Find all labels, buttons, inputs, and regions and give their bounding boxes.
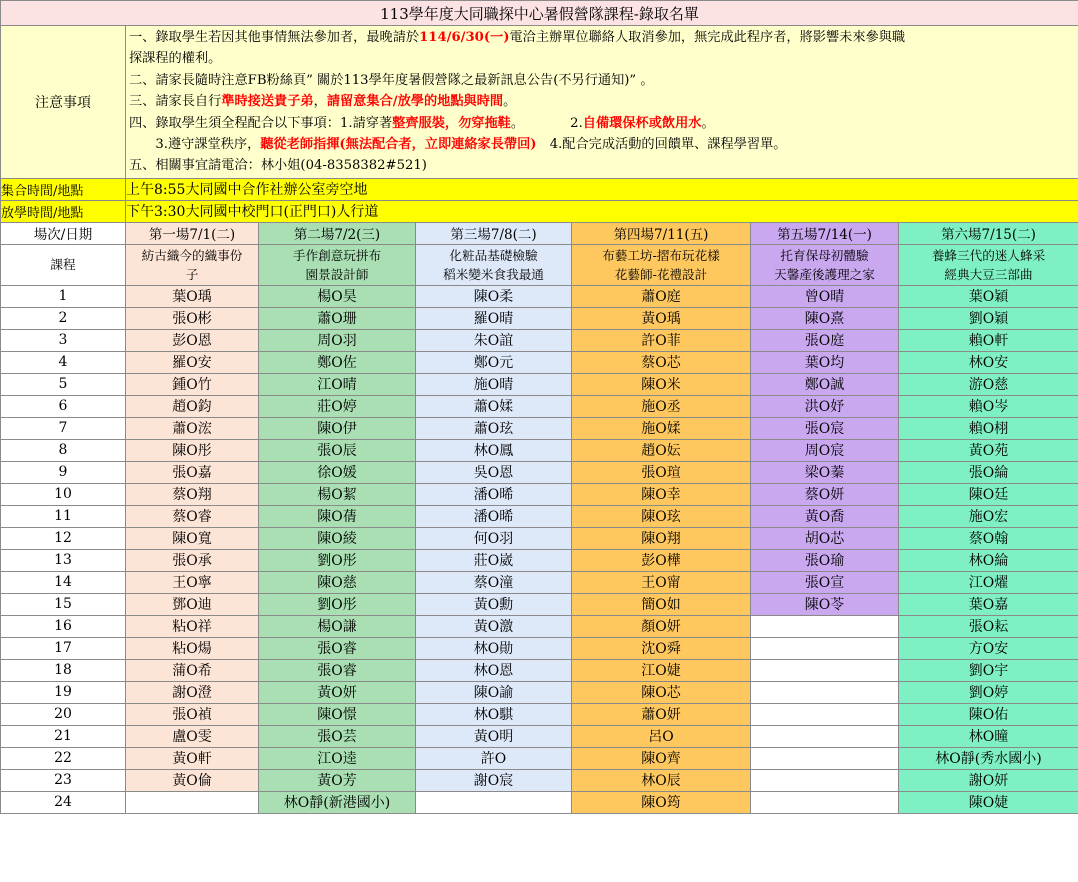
student-cell-session-6[interactable]: 施O宏 [899,505,1078,527]
student-cell-session-6[interactable]: 葉O穎 [899,285,1078,307]
note-text: 。 [503,94,517,110]
student-cell-session-6[interactable]: 游O慈 [899,373,1078,395]
student-cell-session-1[interactable]: 鄧O迪 [126,593,259,615]
note-text: 三、請家長自行 [129,94,222,110]
student-cell-session-2[interactable]: 張O辰 [259,439,416,461]
student-cell-session-4[interactable]: 陳O幸 [572,483,751,505]
student-cell-session-5[interactable]: 陳O苓 [751,593,899,615]
student-cell-session-6[interactable]: 謝O妍 [899,769,1078,791]
student-cell-session-4[interactable]: 林O辰 [572,769,751,791]
session-4-header[interactable]: 第四場7/11(五) [572,222,751,244]
student-cell-session-4[interactable]: 蕭O妍 [572,703,751,725]
note-text: 3.遵守課堂秩序， [129,136,261,152]
session-5-header[interactable]: 第五場7/14(一) [751,222,899,244]
note-text: 電洽主辦單位聯絡人取消參加，無完成此程序者，將影響未來參與職 [509,30,906,45]
table-row [1,439,1078,461]
session-2-course[interactable] [259,244,416,285]
course-line: 托育保母初體驗 [780,247,869,263]
table-row [1,285,1078,307]
student-cell-session-2[interactable]: 陳O伊 [259,417,416,439]
student-cell-session-5[interactable]: 蔡O妍 [751,483,899,505]
student-cell-session-6[interactable]: 張O耘 [899,615,1078,637]
student-cell-session-3[interactable]: 蕭O媃 [416,395,572,417]
student-cell-session-1[interactable]: 陳O寬 [126,527,259,549]
student-cell-session-4[interactable]: 陳O米 [572,373,751,395]
session-6-course[interactable] [899,244,1078,285]
student-cell-session-1[interactable]: 蕭O浤 [126,417,259,439]
note-text: 。 2. [510,115,583,131]
row-number-cell[interactable]: 4 [1,351,126,373]
row-number-cell[interactable]: 10 [1,483,126,505]
row-number-cell[interactable]: 18 [1,659,126,681]
student-cell-session-1[interactable]: 王O寧 [126,571,259,593]
student-cell-session-2[interactable]: 蕭O珊 [259,307,416,329]
dismiss-value[interactable]: 下午3:30大同國中校門口(正門口)人行道 [126,200,1078,222]
gather-row [1,178,1078,200]
note-text: ， [313,94,327,110]
student-cell-session-1[interactable]: 張O禎 [126,703,259,725]
table-row [1,417,1078,439]
student-cell-session-5[interactable] [751,747,899,769]
student-cell-session-1[interactable]: 陳O彤 [126,439,259,461]
student-cell-session-3[interactable]: 施O晴 [416,373,572,395]
student-cell-session-2[interactable]: 張O芸 [259,725,416,747]
table-row [1,659,1078,681]
table-row [1,637,1078,659]
table-row [1,791,1078,813]
student-cell-session-4[interactable]: 沈O舜 [572,637,751,659]
table-row [1,307,1078,329]
student-cell-session-1[interactable]: 彭O恩 [126,329,259,351]
note-line-1 [129,27,1075,48]
student-cell-session-4[interactable]: 趙O妘 [572,439,751,461]
student-cell-session-1[interactable]: 盧O雯 [126,725,259,747]
course-line: 化粧品基礎檢驗 [449,247,538,263]
row-number-cell[interactable]: 15 [1,593,126,615]
row-number-cell[interactable]: 19 [1,681,126,703]
student-cell-session-6[interactable]: 蔡O翰 [899,527,1078,549]
student-cell-session-4[interactable]: 江O婕 [572,659,751,681]
row-number-cell[interactable]: 23 [1,769,126,791]
student-cell-session-2[interactable]: 張O睿 [259,659,416,681]
student-cell-session-6[interactable]: 葉O嘉 [899,593,1078,615]
student-cell-session-4[interactable]: 顏O妍 [572,615,751,637]
session-2-header[interactable]: 第二場7/2(三) [259,222,416,244]
note-emphasis: 整齊服裝，勿穿拖鞋 [392,115,511,131]
row-number-cell[interactable]: 17 [1,637,126,659]
title-row [1,1,1078,26]
student-cell-session-4[interactable]: 陳O玹 [572,505,751,527]
note-text: 一、錄取學生若因其他事情無法參加者，最晚請於 [129,30,420,45]
student-cell-session-4[interactable]: 張O瑄 [572,461,751,483]
student-cell-session-1[interactable]: 蔡O翔 [126,483,259,505]
student-cell-session-6[interactable]: 方O安 [899,637,1078,659]
row-number-cell[interactable]: 13 [1,549,126,571]
sheet-title[interactable]: 113學年度大同職探中心暑假營隊課程-錄取名單 [1,1,1078,26]
student-cell-session-1[interactable]: 羅O安 [126,351,259,373]
student-cell-session-4[interactable]: 施O媃 [572,417,751,439]
student-cell-session-3[interactable] [416,791,572,813]
student-cell-session-5[interactable]: 張O宸 [751,417,899,439]
row-number-cell[interactable]: 24 [1,791,126,813]
student-cell-session-2[interactable]: 江O逵 [259,747,416,769]
student-cell-session-5[interactable]: 張O宣 [751,571,899,593]
student-cell-session-3[interactable]: 謝O宸 [416,769,572,791]
note-line-7: 五、相關事宜請電洽：林小姐(04-8358382#521) [129,158,427,174]
student-cell-session-5[interactable]: 周O宸 [751,439,899,461]
student-cell-session-6[interactable]: 黃O苑 [899,439,1078,461]
student-cell-session-2[interactable]: 陳O蒨 [259,505,416,527]
student-cell-session-2[interactable]: 陳O憬 [259,703,416,725]
row-number-cell[interactable]: 9 [1,461,126,483]
table-row [1,329,1078,351]
student-cell-session-5[interactable] [751,791,899,813]
table-row [1,395,1078,417]
gather-value[interactable]: 上午8:55大同國中合作社辦公室旁空地 [126,178,1078,200]
row-number-cell[interactable]: 3 [1,329,126,351]
student-cell-session-4[interactable]: 陳O齊 [572,747,751,769]
student-cell-session-6[interactable]: 陳O婕 [899,791,1078,813]
gather-label[interactable]: 集合時間/地點 [1,178,126,200]
student-cell-session-6[interactable]: 劉O婷 [899,681,1078,703]
note-text: 4.配合完成活動的回饋單、課程學習單。 [536,136,787,152]
student-cell-session-2[interactable]: 楊O絜 [259,483,416,505]
student-cell-session-4[interactable]: 許O菲 [572,329,751,351]
table-row [1,461,1078,483]
student-cell-session-2[interactable]: 周O羽 [259,329,416,351]
student-cell-session-4[interactable]: 彭O樺 [572,549,751,571]
row-number-cell[interactable]: 8 [1,439,126,461]
student-cell-session-4[interactable]: 陳O芯 [572,681,751,703]
note-deadline: 114/6/30(一) [419,30,510,45]
student-cell-session-4[interactable]: 陳O翔 [572,527,751,549]
row-number-cell[interactable]: 11 [1,505,126,527]
student-cell-session-6[interactable]: 林O曈 [899,725,1078,747]
table-row [1,769,1078,791]
student-cell-session-4[interactable]: 簡O如 [572,593,751,615]
student-cell-session-2[interactable]: 張O睿 [259,637,416,659]
student-cell-session-6[interactable]: 林O安 [899,351,1078,373]
student-cell-session-4[interactable]: 蕭O庭 [572,285,751,307]
student-cell-session-2[interactable]: 楊O謙 [259,615,416,637]
table-row [1,571,1078,593]
student-cell-session-5[interactable]: 洪O妤 [751,395,899,417]
student-cell-session-2[interactable]: 劉O彤 [259,549,416,571]
student-cell-session-6[interactable]: 賴O岑 [899,395,1078,417]
student-cell-session-5[interactable] [751,615,899,637]
row-number-cell[interactable]: 6 [1,395,126,417]
student-cell-session-5[interactable] [751,769,899,791]
dismiss-row [1,200,1078,222]
table-row [1,615,1078,637]
student-cell-session-1[interactable]: 黃O倫 [126,769,259,791]
student-cell-session-3[interactable]: 林O恩 [416,659,572,681]
student-cell-session-2[interactable]: 江O晴 [259,373,416,395]
student-cell-session-3[interactable]: 林O騏 [416,703,572,725]
student-cell-session-1[interactable]: 蒲O希 [126,659,259,681]
student-cell-session-5[interactable]: 陳O熹 [751,307,899,329]
student-cell-session-6[interactable]: 劉O穎 [899,307,1078,329]
student-cell-session-6[interactable]: 陳O廷 [899,483,1078,505]
student-cell-session-1[interactable]: 謝O澄 [126,681,259,703]
student-cell-session-3[interactable]: 莊O崴 [416,549,572,571]
row-number-cell[interactable]: 7 [1,417,126,439]
note-line-2: 探課程的權利。 [129,51,222,67]
note-text: 。 [701,115,715,131]
student-cell-session-1[interactable]: 粘O煬 [126,637,259,659]
row-number-cell[interactable]: 2 [1,307,126,329]
student-cell-session-3[interactable]: 羅O晴 [416,307,572,329]
student-cell-session-3[interactable]: 鄭O元 [416,351,572,373]
row-number-cell[interactable]: 12 [1,527,126,549]
table-row [1,483,1078,505]
student-cell-session-1[interactable]: 蔡O睿 [126,505,259,527]
student-cell-session-2[interactable]: 黃O芳 [259,769,416,791]
student-cell-session-3[interactable]: 許O [416,747,572,769]
course-name-row [1,244,1078,285]
notes-row [1,26,1078,179]
row-number-cell[interactable]: 22 [1,747,126,769]
student-cell-session-3[interactable]: 蔡O潼 [416,571,572,593]
student-cell-session-1[interactable]: 葉O瑀 [126,285,259,307]
student-cell-session-4[interactable]: 蔡O芯 [572,351,751,373]
student-cell-session-2[interactable]: 黃O妍 [259,681,416,703]
student-cell-session-3[interactable]: 黃O明 [416,725,572,747]
session-4-course[interactable] [572,244,751,285]
student-cell-session-1[interactable]: 張O承 [126,549,259,571]
student-cell-session-5[interactable]: 鄭O誠 [751,373,899,395]
course-line: 布藝工坊-摺布玩花樣 [602,247,720,263]
student-cell-session-5[interactable]: 黃O喬 [751,505,899,527]
student-cell-session-2[interactable]: 陳O慈 [259,571,416,593]
course-label[interactable]: 課程 [1,244,126,285]
student-cell-session-5[interactable]: 曾O晴 [751,285,899,307]
student-cell-session-5[interactable] [751,725,899,747]
student-cell-session-5[interactable] [751,681,899,703]
course-line: 養蜂三代的迷人蜂采 [931,247,1046,263]
student-cell-session-3[interactable]: 吳O恩 [416,461,572,483]
student-cell-session-3[interactable]: 林O鳳 [416,439,572,461]
student-cell-session-2[interactable]: 楊O昊 [259,285,416,307]
course-line: 花藝師-花禮設計 [614,266,708,282]
student-cell-session-5[interactable]: 張O庭 [751,329,899,351]
student-cell-session-1[interactable]: 趙O鈞 [126,395,259,417]
notes-body[interactable] [126,26,1078,179]
student-cell-session-4[interactable]: 黃O瑀 [572,307,751,329]
note-emphasis: 請留意集合/放學的地點與時間 [326,94,504,110]
table-row [1,527,1078,549]
student-cell-session-3[interactable]: 陳O柔 [416,285,572,307]
student-cell-session-3[interactable]: 陳O諭 [416,681,572,703]
student-cell-session-4[interactable]: 呂O [572,725,751,747]
table-row [1,351,1078,373]
student-cell-session-3[interactable]: 林O勛 [416,637,572,659]
session-1-course[interactable] [126,244,259,285]
student-cell-session-4[interactable]: 王O甯 [572,571,751,593]
course-line: 子 [185,266,199,282]
student-cell-session-5[interactable]: 葉O均 [751,351,899,373]
student-cell-session-6[interactable]: 劉O宇 [899,659,1078,681]
table-row [1,593,1078,615]
course-line: 稻米變米食我最通 [443,266,544,282]
student-cell-session-2[interactable]: 鄭O佐 [259,351,416,373]
course-line: 紡古織今的織事份 [141,247,243,263]
row-number-cell[interactable]: 5 [1,373,126,395]
table-row [1,747,1078,769]
session-header-row [1,222,1078,244]
student-cell-session-3[interactable]: 朱O誼 [416,329,572,351]
student-cell-session-5[interactable] [751,703,899,725]
student-cell-session-1[interactable]: 黃O軒 [126,747,259,769]
student-cell-session-6[interactable]: 張O綸 [899,461,1078,483]
student-cell-session-2[interactable]: 劉O彤 [259,593,416,615]
student-cell-session-4[interactable]: 陳O筠 [572,791,751,813]
note-emphasis: 聽從老師指揮(無法配合者，立即連絡家長帶回) [260,136,537,152]
note-text: 四、錄取學生須全程配合以下事項：1.請穿著 [129,115,393,131]
student-cell-session-6[interactable]: 賴O軒 [899,329,1078,351]
student-cell-session-6[interactable]: 林O綸 [899,549,1078,571]
student-cell-session-5[interactable]: 梁O蓁 [751,461,899,483]
table-row [1,703,1078,725]
table-row [1,725,1078,747]
table-row [1,373,1078,395]
note-line-6 [129,134,1075,155]
student-cell-session-6[interactable]: 江O燿 [899,571,1078,593]
student-cell-session-2[interactable]: 陳O綾 [259,527,416,549]
student-cell-session-6[interactable]: 陳O佑 [899,703,1078,725]
notes-label[interactable]: 注意事項 [1,26,126,179]
note-emphasis: 準時接送貴子弟 [221,94,314,110]
course-line: 手作創意玩拼布 [292,247,382,263]
session-3-header[interactable]: 第三場7/8(二) [416,222,572,244]
table-row [1,549,1078,571]
row-number-cell[interactable]: 14 [1,571,126,593]
student-cell-session-6[interactable]: 賴O栩 [899,417,1078,439]
course-line: 園景設計師 [305,266,369,282]
student-cell-session-5[interactable] [751,637,899,659]
row-number-cell[interactable]: 16 [1,615,126,637]
student-cell-session-6[interactable]: 林O靜(秀水國小) [899,747,1078,769]
student-cell-session-4[interactable]: 施O丞 [572,395,751,417]
session-3-course[interactable] [416,244,572,285]
student-cell-session-2[interactable]: 徐O媛 [259,461,416,483]
student-cell-session-2[interactable]: 林O靜(新港國小) [259,791,416,813]
student-cell-session-3[interactable]: 蕭O玹 [416,417,572,439]
student-cell-session-3[interactable]: 何O羽 [416,527,572,549]
student-cell-session-1[interactable]: 粘O祥 [126,615,259,637]
table-row [1,505,1078,527]
student-cell-session-3[interactable]: 黃O激 [416,615,572,637]
row-number-cell[interactable]: 20 [1,703,126,725]
student-cell-session-5[interactable]: 張O瑜 [751,549,899,571]
session-1-header[interactable]: 第一場7/1(二) [126,222,259,244]
session-5-course[interactable] [751,244,899,285]
student-cell-session-3[interactable]: 潘O晞 [416,483,572,505]
note-line-3: 二、請家長隨時注意FB粉絲頁” 關於113學年度暑假營隊之最新訊息公告(不另行通知)” 。 [129,72,654,88]
student-cell-session-1[interactable] [126,791,259,813]
row-number-cell[interactable]: 21 [1,725,126,747]
note-emphasis: 自備環保杯或飲用水 [582,115,702,131]
session-6-header[interactable]: 第六場7/15(二) [899,222,1078,244]
note-line-4 [129,91,1075,112]
table-row [1,681,1078,703]
student-cell-session-2[interactable]: 莊O婷 [259,395,416,417]
note-line-5 [129,113,1075,134]
row-number-cell[interactable]: 1 [1,285,126,307]
student-cell-session-5[interactable]: 胡O芯 [751,527,899,549]
course-line: 經典大豆三部曲 [944,266,1033,282]
dismiss-label[interactable]: 放學時間/地點 [1,200,126,222]
student-cell-session-1[interactable]: 張O彬 [126,307,259,329]
student-cell-session-3[interactable]: 黃O勳 [416,593,572,615]
session-date-label[interactable]: 場次/日期 [1,222,126,244]
course-line: 天馨產後護理之家 [774,266,875,282]
student-cell-session-1[interactable]: 張O嘉 [126,461,259,483]
student-cell-session-5[interactable] [751,659,899,681]
student-cell-session-1[interactable]: 鍾O竹 [126,373,259,395]
student-cell-session-3[interactable]: 潘O晞 [416,505,572,527]
